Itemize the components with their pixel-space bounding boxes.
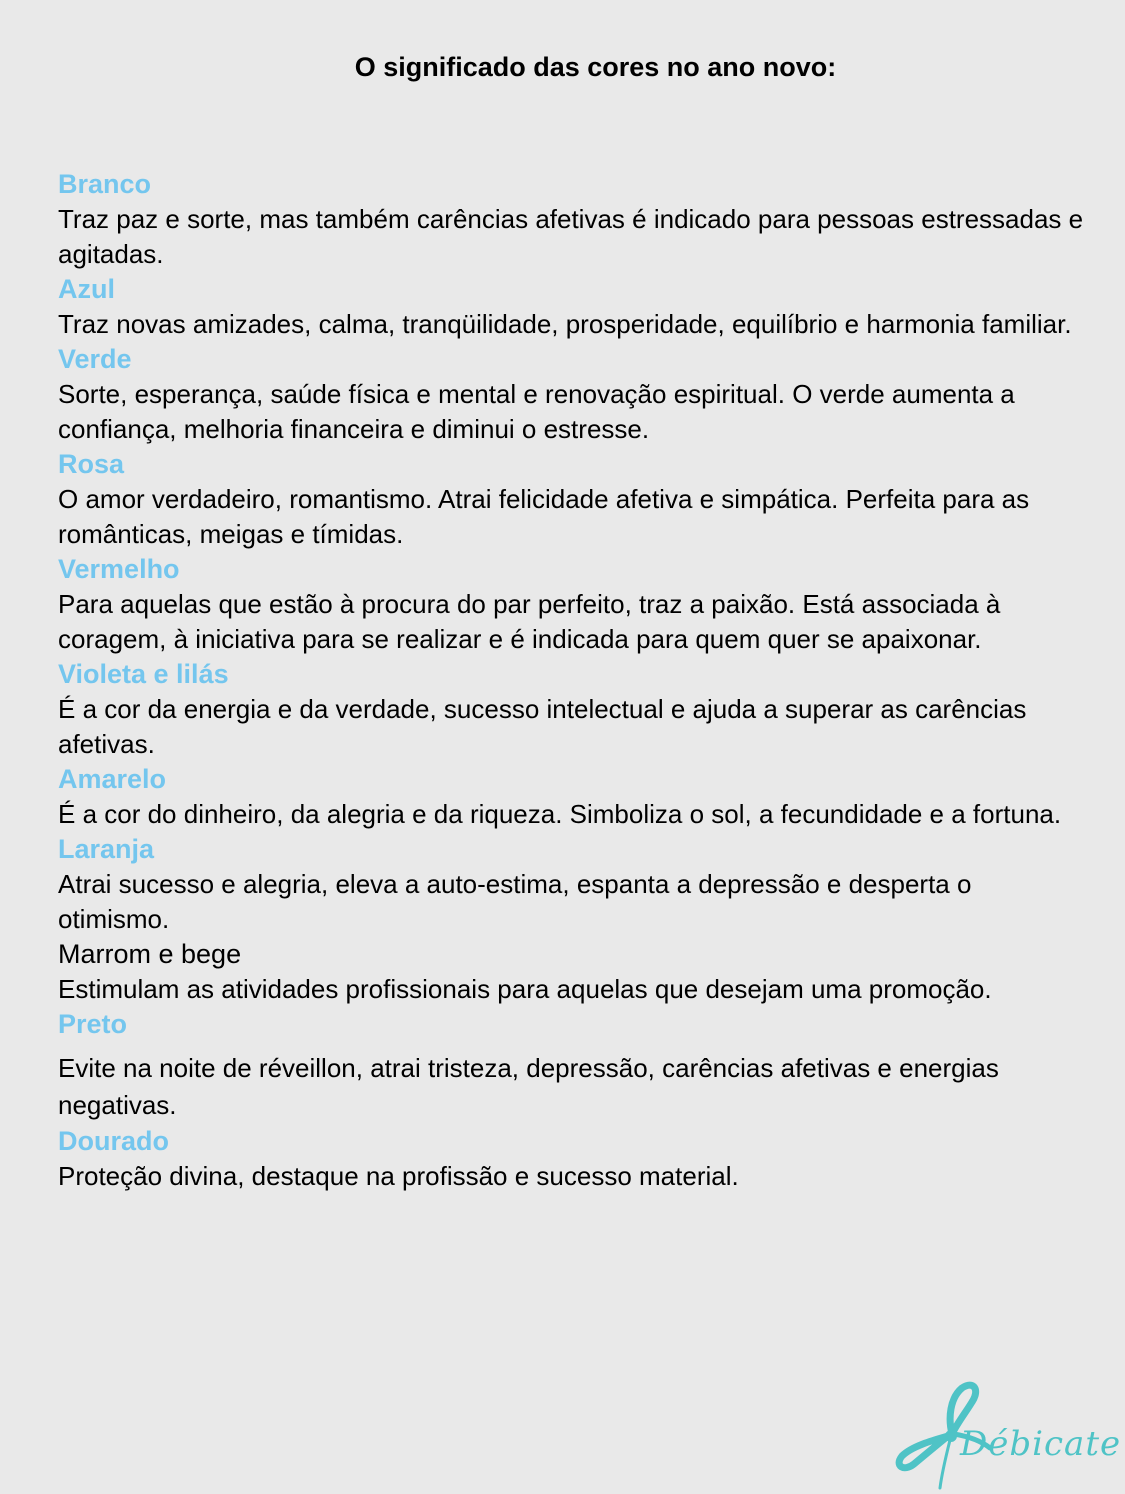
page-title: O significado das cores no ano novo: [354, 52, 837, 82]
entry-preto [58, 1007, 1088, 1124]
color-description: É a cor do dinheiro, da alegria e da riqueza. Simboliza o sol, a fecundidade e a fortuna. [58, 799, 1062, 829]
entry-verde [58, 342, 1088, 447]
entry-azul [58, 272, 1088, 342]
entry-amarelo [58, 762, 1088, 832]
color-description: Para aquelas que estão à procura do par perfeito, traz a paixão. Está associada à coragem, à iniciativa para se realizar e é indicada para quem quer se apaixonar. [58, 589, 1001, 654]
color-heading: Verde [58, 344, 132, 374]
color-description: Estimulam as atividades profissionais para aquelas que desejam uma promoção. [58, 974, 992, 1004]
entry-branco [58, 167, 1088, 272]
color-heading: Vermelho [58, 554, 180, 584]
color-description: Proteção divina, destaque na profissão e sucesso material. [58, 1161, 739, 1191]
color-description: É a cor da energia e da verdade, sucesso intelectual e ajuda a superar as carências afetivas. [58, 694, 1027, 759]
color-meanings-list [58, 167, 1088, 1194]
entry-laranja [58, 832, 1088, 937]
color-heading: Dourado [58, 1126, 169, 1156]
entry-dourado [58, 1124, 1088, 1194]
entry-rosa [58, 447, 1088, 552]
brand-logo [890, 1378, 1122, 1490]
color-description: O amor verdadeiro, romantismo. Atrai felicidade afetiva e simpática. Perfeita para as românticas, meigas e tímidas. [58, 484, 1030, 549]
color-heading: Violeta e lilás [58, 659, 229, 689]
color-description: Sorte, esperança, saúde física e mental e renovação espiritual. O verde aumenta a confiança, melhoria financeira e diminui o estresse. [58, 379, 1015, 444]
color-heading: Amarelo [58, 764, 167, 794]
entry-marrom-e-bege [58, 937, 1088, 1007]
color-heading: Laranja [58, 834, 155, 864]
color-description: Traz paz e sorte, mas também carências afetivas é indicado para pessoas estressadas e agitadas. [58, 204, 1084, 269]
color-description: Traz novas amizades, calma, tranqüilidade, prosperidade, equilíbrio e harmonia familiar. [58, 309, 1072, 339]
color-description: Evite na noite de réveillon, atrai tristeza, depressão, carências afetivas e energias negativas. [58, 1053, 999, 1120]
color-heading: Azul [58, 274, 115, 304]
entry-vermelho [58, 552, 1088, 657]
color-heading: Branco [58, 169, 152, 199]
color-heading: Preto [58, 1009, 128, 1039]
color-heading: Rosa [58, 449, 125, 479]
color-heading: Marrom e bege [58, 939, 242, 969]
entry-violeta-e-lilas [58, 657, 1088, 762]
brand-name: Débicate [960, 1424, 1122, 1464]
color-description: Atrai sucesso e alegria, eleva a auto-estima, espanta a depressão e desperta o otimismo. [58, 869, 972, 934]
